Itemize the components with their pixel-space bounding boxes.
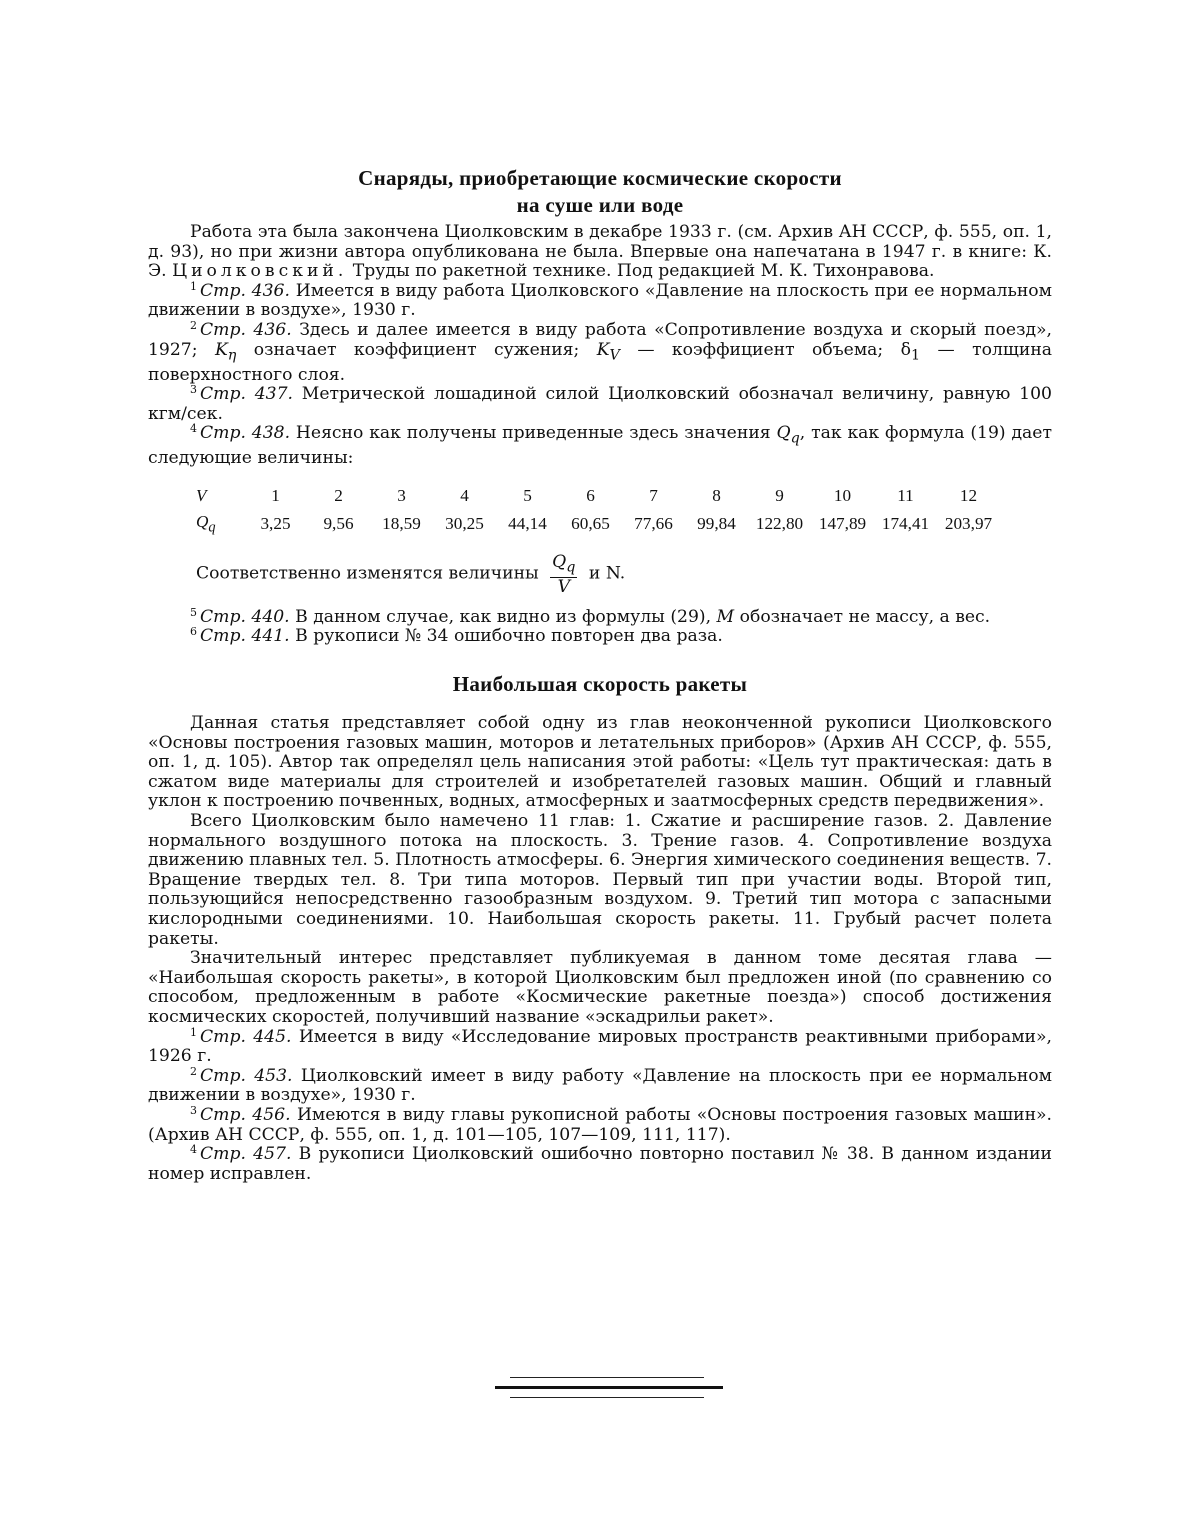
footnote: $^1$ Стр. 445. Имеется в виду «Исследование мировых пространств реактивными приборами», 1926 г. bbox=[148, 1025, 1052, 1067]
footnote: $^3$ Стр. 456. Имеются в виду главы рукописной работы «Основы построения газовых машин». (Архив АН СССР, ф. 555, оп. 1, д. 101—105, 107—109, 111, 117). bbox=[148, 1103, 1052, 1145]
footnote: $^2$ Стр. 436. Здесь и далее имеется в виду работа «Сопротивление воздуха и скорый поезд», 1927; $K_\eta$ означает коэффициент сужения; $K_V$ — коэффициент объема; $\delta_1$ — толщина поверхностного слоя. bbox=[148, 318, 1053, 385]
section2-title: Наибольшая скорость ракеты bbox=[452, 672, 748, 697]
section1-title-line2: на суше или воде bbox=[516, 193, 684, 217]
row-label-v: V bbox=[196, 486, 207, 505]
section1-title-line1: Снаряды, приобретающие космические скорости bbox=[358, 166, 842, 190]
footnote: $^4$ Стр. 438. Неясно как получены приведенные здесь значения $Q_q$, так как формула (19) дает следующие величины: bbox=[148, 422, 1052, 469]
section1-title bbox=[148, 165, 1052, 219]
footnote: $^6$ Стр. 441. В рукописи № 34 ошибочно повторен два раза. bbox=[190, 625, 723, 647]
paragraph: Всего Циолковским было намечено 11 глав: 1. Сжатие и расширение газов. 2. Давление нормального воздушного потока на плоскость. 3. Трение газов. 4. Сопротивление воздуха движению плавных тел. 5. Плотность атмосферы. 6. Энергия химического соединения веществ. 7. Вращение твердых тел. 8. Три типа моторов. Первый тип при участии воды. Второй тип, пользующийся непосредственно газообразным воздухом. 9. Третий тип мотора с запасными кислородными соединениями. 10. Наибольшая скорость ракеты. 11. Грубый расчет полета ракеты. bbox=[148, 811, 1052, 949]
footnote: $^2$ Стр. 453. Циолковский имеет в виду работу «Давление на плоскость при ее нормальном движении в воздухе», 1930 г. bbox=[148, 1064, 1052, 1106]
end-rule-middle bbox=[495, 1386, 723, 1389]
footnote: $^3$ Стр. 437. Метрической лошадиной силой Циолковский обозначал величину, равную 100 кгм/сек. bbox=[148, 383, 1052, 424]
table-row: V 1 2 3 4 5 6 7 8 9 10 11 12 bbox=[196, 483, 1000, 509]
page-content bbox=[148, 165, 1052, 1184]
paragraph: Данная статья представляет собой одну из глав неоконченной рукописи Циолковского «Основы построения газовых машин, моторов и летательных приборов» (Архив АН СССР, ф. 555, оп. 1, д. 105). Автор так определял цель написания этой работы: «Цель тут практическая: дать в сжатом виде материалы для строителей и изобретателей газовых машин. Общий и главный уклон к построению почвенных, водных, атмосферных и заатмосферных средств передвижения». bbox=[148, 713, 1052, 812]
end-rule-top bbox=[510, 1377, 704, 1378]
section1-intro: Работа эта была закончена Циолковским в декабре 1933 г. (см. Архив АН СССР, ф. 555, оп. 1, д. 93), но при жизни автора опубликована не была. Впервые она напечатана в 1947 г. в книге: К. Э. Циолковский. Труды по ракетной технике. Под редакцией М. К. Тихонравова. bbox=[148, 222, 1052, 282]
end-rule-bottom bbox=[510, 1397, 704, 1398]
footnote: $^5$ Стр. 440. В данном случае, как видно из формулы (29), M обозначает не массу, а вес. bbox=[190, 605, 991, 627]
table-conclusion: Соответственно изменятся величины $\frac{Q_q}{V}$ и N. bbox=[196, 552, 626, 597]
values-table bbox=[196, 483, 1000, 539]
fraction: $\frac{Q_q}{V}$ bbox=[552, 552, 576, 597]
author-name: Циолковский. bbox=[172, 261, 348, 282]
row-label-q: $Q_q$ bbox=[196, 512, 216, 536]
footnote: $^1$ Стр. 436. Имеется в виду работа Циолковского «Давление на плоскость при ее нормальном движении в воздухе», 1930 г. bbox=[148, 279, 1052, 321]
paragraph: Значительный интерес представляет публикуемая в данном томе десятая глава — «Наибольшая скорость ракеты», в которой Циолковским был предложен иной (по сравнению со способом, предложенным в работе «Космические ракетные поезда») способ достижения космических скоростей, получивший название «эскадрильи ракет». bbox=[148, 948, 1052, 1027]
table-row: $Q_q$ 3,25 9,56 18,59 30,25 44,14 60,65 77,66 99,84 122,80 147,89 174,41 203,97 bbox=[196, 509, 1000, 539]
footnote: $^4$ Стр. 457. В рукописи Циолковский ошибочно повторно поставил № 38. В данном издании номер исправлен. bbox=[148, 1143, 1053, 1184]
